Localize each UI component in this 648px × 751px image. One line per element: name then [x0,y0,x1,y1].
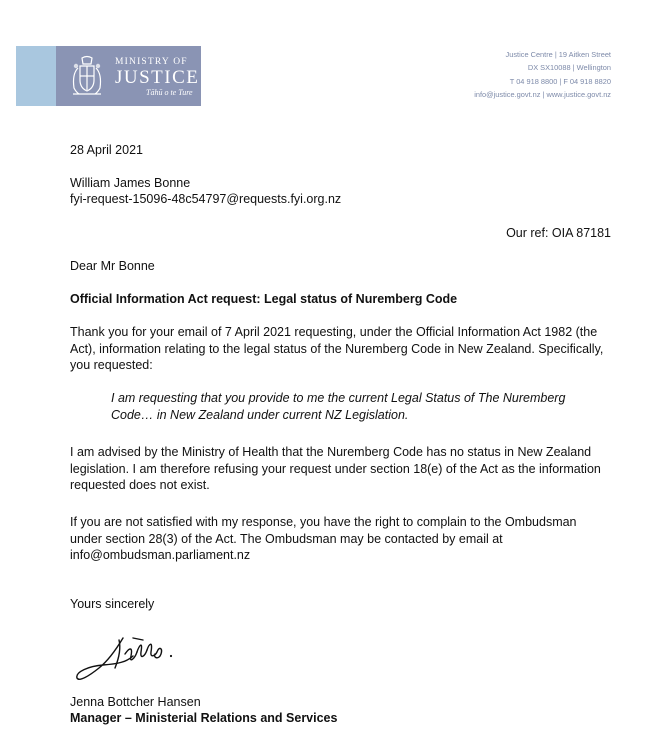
contact-address: Justice Centre | 19 Aitken Street [505,50,611,59]
recipient-email: fyi-request-15096-48c54797@requests.fyi.org.nz [70,192,342,206]
paragraph-line: requested does not exist. [70,478,210,492]
logo-ministry-text: MINISTRY OF [115,57,188,67]
paragraph-line: you requested: [70,358,153,372]
signature [73,632,183,688]
contact-details [474,48,611,101]
recipient-name: William James Bonne [70,176,191,190]
paragraph-line: Thank you for your email of 7 April 2021 requesting, under the Official Information Act 1982 (the [70,325,598,339]
letter-date: 28 April 2021 [70,143,143,157]
logo-stripe [16,46,56,106]
quoted-request [111,390,565,423]
closing: Yours sincerely [70,597,155,611]
signer-title: Manager – Ministerial Relations and Services [70,711,338,725]
paragraph-2 [70,444,601,494]
quote-line: Code… in New Zealand under current NZ Legislation. [111,407,409,422]
paragraph-3 [70,514,577,564]
signer-name: Jenna Bottcher Hansen [70,695,201,709]
subject-line: Official Information Act request: Legal status of Nuremberg Code [70,292,458,306]
paragraph-1 [70,324,603,374]
paragraph-line: I am advised by the Ministry of Health that the Nuremberg Code has no status in New Zealand [70,445,592,459]
paragraph-line: If you are not satisfied with my response, you have the right to complain to the Ombudsman [70,515,577,529]
paragraph-line: under section 28(3) of the Act. The Ombudsman may be contacted by email at [70,531,503,546]
contact-phone-fax: T 04 918 8800 | F 04 918 8820 [509,76,611,86]
logo-tagline: Tāhū o te Ture [146,88,193,97]
paragraph-line: legislation. I am therefore refusing your request under section 18(e) of the Act as the information [70,461,601,476]
paragraph-line: info@ombudsman.parliament.nz [70,548,251,562]
reference-number: Our ref: OIA 87181 [506,226,611,240]
logo-justice-text: JUSTICE [115,67,200,88]
coat-of-arms-icon [67,54,107,98]
ministry-logo [16,46,201,106]
quote-line: I am requesting that you provide to me the current Legal Status of The Nuremberg [111,391,566,405]
salutation: Dear Mr Bonne [70,259,155,273]
paragraph-line: Act), information relating to the legal status of the Nuremberg Code in New Zealand. Specifically, [70,341,604,356]
contact-dx: DX SX10088 | Wellington [527,63,611,73]
contact-email-web: info@justice.govt.nz | www.justice.govt.nz [474,89,611,99]
